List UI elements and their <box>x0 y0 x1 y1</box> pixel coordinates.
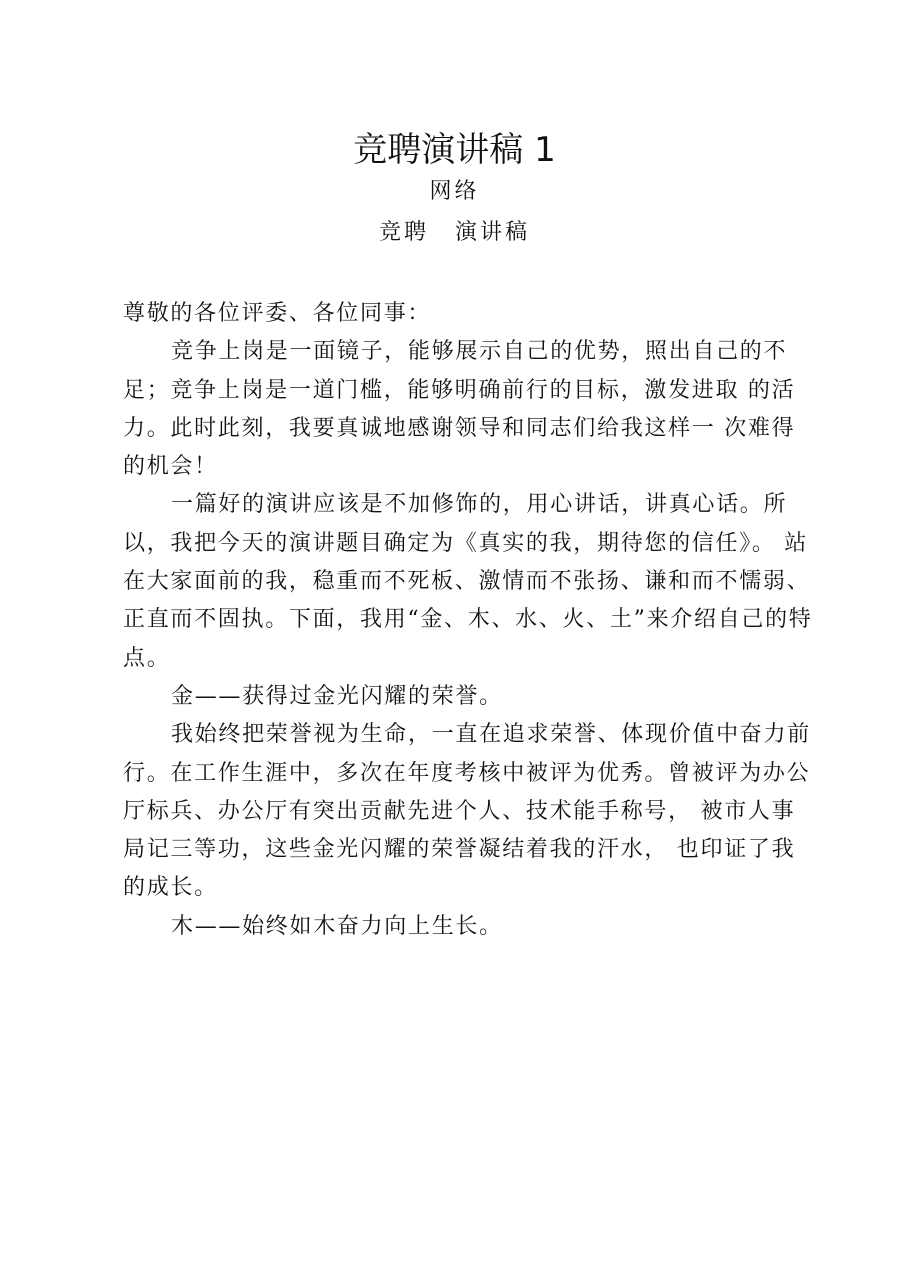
keyword: 演讲稿 <box>455 220 531 245</box>
paragraph: 我始终把荣誉视为生命，一直在追求荣誉、体现价值中奋力前行。在工作生涯中，多次在年度考核中被评为优秀。曾被评为办公厅标兵、办公厅有突出贡献先进个人、技术能手称号， 被市人事局记三等功，这些金光闪耀的荣誉凝结着我的汗水， 也印证了我的成长。 <box>123 722 811 901</box>
paragraph: 竞争上岗是一面镜子，能够展示自己的优势，照出自己的不足；竞争上岗是一道门槛，能够明确前行的目标，激发进取 的活力。此时此刻，我要真诚地感谢领导和同志们给我这样一 次难得的机会！ <box>123 339 796 480</box>
salutation: 尊敬的各位评委、各位同事： <box>123 301 432 326</box>
document-author: 网络 <box>429 179 480 204</box>
document-keywords <box>0 216 909 250</box>
keyword: 竞聘 <box>378 220 429 245</box>
paragraph: 一篇好的演讲应该是不加修饰的，用心讲话，讲真心话。所以，我把今天的演讲题目确定为《真实的我，期待您的信任》。 站在大家面前的我，稳重而不死板、激情而不张扬、谦和而不懦弱、正直而不固执。下面，我用“金、木、水、火、土”来介绍自己的特点。 <box>123 492 813 671</box>
document-title: 竞聘演讲稿 1 <box>353 130 556 170</box>
section-heading: 金——获得过金光闪耀的荣誉。 <box>171 683 503 709</box>
section-heading: 木——始终如木奋力向上生长。 <box>171 913 503 939</box>
document-body <box>123 295 813 946</box>
